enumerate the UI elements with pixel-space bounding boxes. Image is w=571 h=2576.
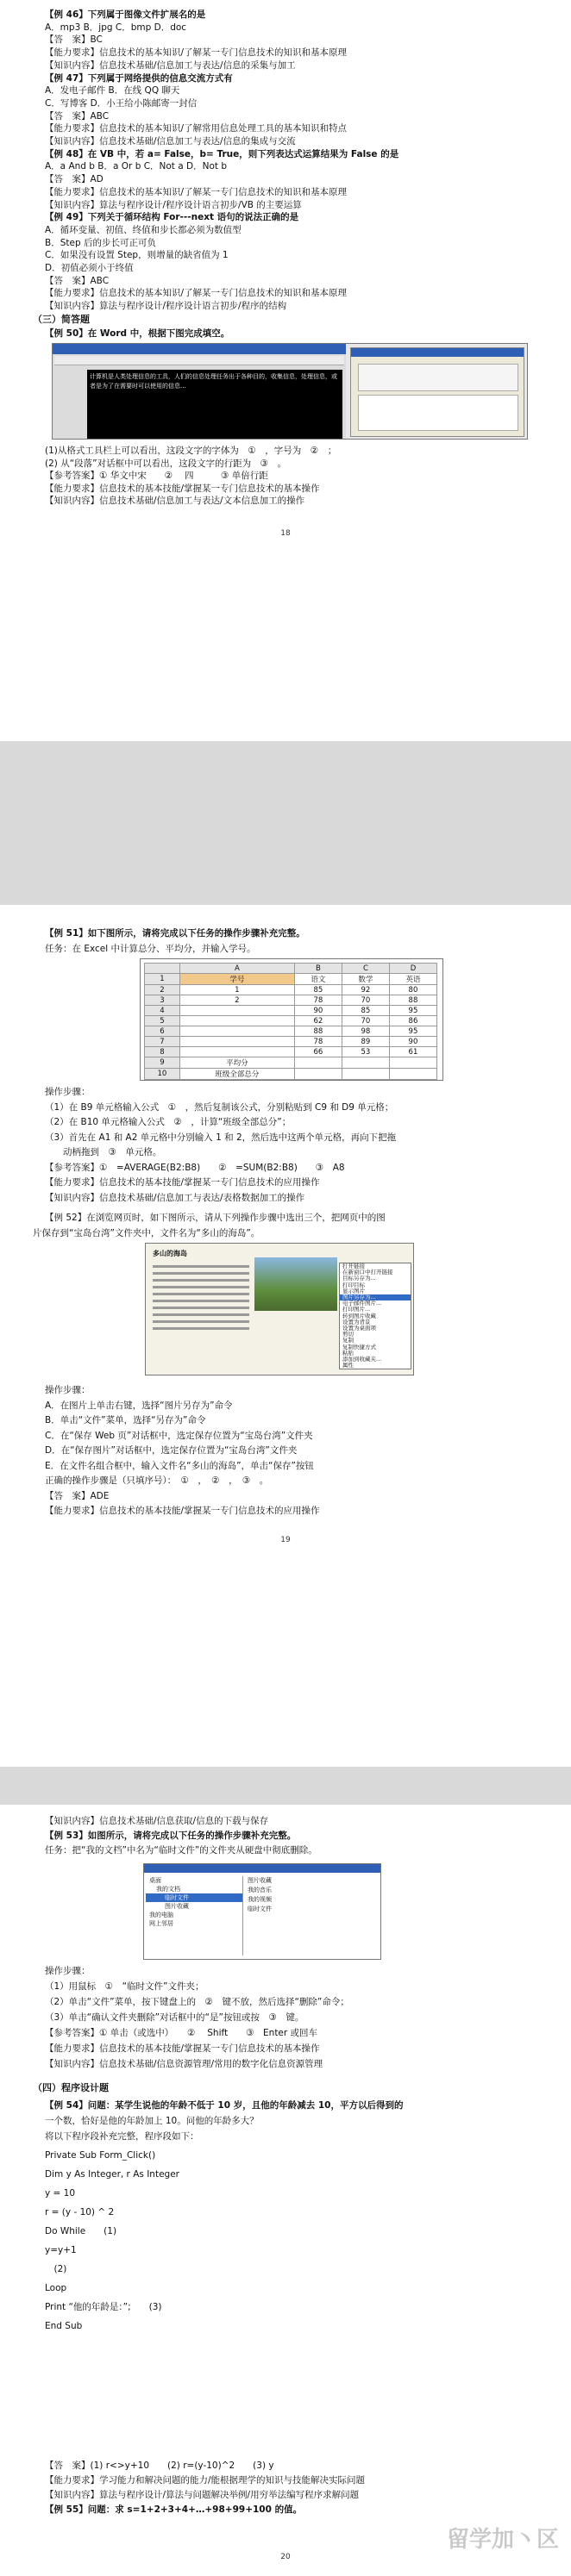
table-row xyxy=(145,1057,437,1069)
code-line: Print “他的年龄是：”; (3) xyxy=(45,2302,180,2312)
row-header: 7 xyxy=(145,1037,180,1047)
menu-item[interactable]: 打印图片... xyxy=(342,1306,371,1313)
text-line: 【例 47】下列属于网络提供的信息交流方式有 xyxy=(45,72,233,84)
text-line: A．a And b B．a Or b C．Not a D．Not b xyxy=(45,161,228,172)
table-row xyxy=(145,1069,437,1080)
text-line: 正确的操作步骤是（只填序号）： ① ， ② ， ③ 。 xyxy=(45,1475,269,1486)
text-line: 【知识内容】信息技术基础/信息资源管理/常用的数字化信息资源管理 xyxy=(45,2059,323,2069)
table-cell[interactable]: 1 xyxy=(179,985,294,995)
table-cell[interactable]: 2 xyxy=(179,995,294,1006)
web-text xyxy=(153,1261,249,1364)
page-18 xyxy=(0,0,571,741)
table-cell[interactable]: 61 xyxy=(389,1047,436,1057)
table-cell[interactable]: 70 xyxy=(342,1016,389,1026)
page-20 xyxy=(0,1805,571,2576)
code-line: End Sub xyxy=(45,2321,83,2331)
page-number: 20 xyxy=(280,2553,291,2561)
table-cell[interactable]: 92 xyxy=(342,985,389,995)
tree-item[interactable]: 网上邻居 xyxy=(149,1920,173,1927)
text-line: C．写博客 D．小王给小陈邮寄一封信 xyxy=(45,97,198,109)
paragraph-dialog xyxy=(350,347,524,437)
text-line: A．发电子邮件 B．在线 QQ 聊天 xyxy=(45,85,180,97)
text-line: 【参考答案】① 华文中宋 ② 四 ③ 单倍行距 xyxy=(45,471,268,481)
browser-screenshot xyxy=(145,1243,414,1375)
row-header: 2 xyxy=(145,985,180,995)
menu-item[interactable]: 剪切 xyxy=(342,1331,354,1338)
text-line: 【例 53】如图所示，请将完成以下任务的操作步骤补充完整。 xyxy=(45,1831,297,1841)
text-line: D．在“保存图片”对话框中，选定保存位置为“宝岛台湾”文件夹 xyxy=(45,1445,298,1456)
page-gap xyxy=(0,1767,571,1805)
menu-item[interactable]: 粘贴 xyxy=(342,1349,354,1357)
table-cell[interactable]: 80 xyxy=(389,985,436,995)
menu-item[interactable]: 复制快捷方式 xyxy=(342,1343,376,1350)
menu-item[interactable]: 图片另存为... xyxy=(340,1294,411,1300)
menu-item[interactable]: 在新窗口中打开链接 xyxy=(342,1269,393,1276)
page-number: 19 xyxy=(280,1536,291,1544)
table-cell[interactable]: 62 xyxy=(294,1016,342,1026)
word-window xyxy=(53,344,346,439)
text-line: 【答 案】ADE xyxy=(45,1490,110,1501)
text-line: C．如果没有设置 Step，则增量的缺省值为 1 xyxy=(45,250,229,261)
text-line: 【知识内容】信息技术基础/信息加工与表达/表格数据加工的操作 xyxy=(45,1192,305,1203)
table-cell[interactable] xyxy=(179,1006,294,1016)
row-header: 8 xyxy=(145,1047,180,1057)
file-item[interactable]: 临时文件 xyxy=(248,1905,272,1912)
text-line: 【例 55】问题：求 s=1+2+3+4+…+98+99+100 的值。 xyxy=(45,2504,303,2515)
example-52a: 【例 52】在浏览网页时，如下图所示，请从下列操作步骤中选出三个，把网页中的图 xyxy=(45,1213,386,1223)
table-cell[interactable]: 78 xyxy=(294,1037,342,1047)
code-line: Do While (1) xyxy=(45,2226,135,2236)
text-line: 【能力要求】信息技术的基本技能/掌握某一专门信息技术的基本操作 xyxy=(45,2043,320,2054)
table-cell[interactable] xyxy=(179,1037,294,1047)
menu-item[interactable]: 属性 xyxy=(342,1362,354,1369)
task-51: 任务：在 Excel 中计算总分、平均分，并输入学号。 xyxy=(45,944,256,954)
table-cell[interactable]: 85 xyxy=(342,1006,389,1016)
text-line: D．初值必须小于终值 xyxy=(45,263,134,273)
menu-item[interactable]: 电子邮件图片... xyxy=(342,1300,382,1307)
text-line: （2）在 B10 单元格输入公式 ② ，计算“班级全部总分”； xyxy=(45,1117,292,1127)
text-line: 【能力要求】学习能力和解决问题的能力/能根据理学的知识与技能解决实际问题 xyxy=(45,2475,366,2486)
tree-item[interactable]: 桌面 xyxy=(149,1877,161,1884)
text-line: 【知识内容】信息技术基础/信息加工与表达/文本信息加工的操作 xyxy=(45,496,305,506)
text-line: 一个数，恰好是他的年龄加上 10。问他的年龄多大？ xyxy=(45,2116,259,2126)
menu-item[interactable]: 添加到收藏夹... xyxy=(342,1356,382,1363)
text-line: 【知识内容】算法与程序设计/算法与问题解决举例/用穷举法编写程序求解问题 xyxy=(45,2490,360,2500)
text-line: （3）首先在 A1 和 A2 单元格中分别输入 1 和 2，然后选中这两个单元格，再向下把拖 xyxy=(45,1132,397,1143)
text-line: 【答 案】(1) r<>y+10 (2) r=(y-10)^2 (3) y xyxy=(45,2461,274,2471)
text-line: 【能力要求】信息技术的基本技能/掌握某一专门信息技术的应用操作 xyxy=(45,1506,320,1516)
table-cell[interactable] xyxy=(389,1069,436,1080)
text-line: (1)从格式工具栏上可以看出，这段文字的字体为 ① ，字号为 ② ； xyxy=(45,446,337,456)
menu-item[interactable]: 显示图片 xyxy=(342,1287,365,1294)
table-row xyxy=(145,1047,437,1057)
text-line: 【能力要求】信息技术的基本知识/了解某一专门信息技术的知识和基本原理 xyxy=(45,186,348,197)
text-line: A．在图片上单击右键，选择“图片另存为”命令 xyxy=(45,1400,233,1411)
table-row xyxy=(145,985,437,995)
excel-screenshot xyxy=(140,958,443,1081)
text-line: 【例 46】下列属于图像文件扩展名的是 xyxy=(45,9,206,20)
table-cell[interactable]: 86 xyxy=(389,1016,436,1026)
table-row xyxy=(145,1016,437,1026)
table-cell[interactable]: 98 xyxy=(342,1026,389,1037)
example-50: 【例 50】在 Word 中，根据下图完成填空。 xyxy=(45,328,230,339)
text-line: 将以下程序段补充完整，程序段如下： xyxy=(45,2131,199,2142)
text-line: 【例 54】问题：某学生说他的年龄不低于 10 岁，且他的年龄减去 10，平方以后得到的 xyxy=(45,2100,404,2111)
text-line: E．在文件名组合框中，输入文件名“多山的海岛”，单击“保存”按钮 xyxy=(45,1460,314,1471)
explorer-screenshot xyxy=(143,1863,381,1960)
table-cell[interactable] xyxy=(294,1057,342,1069)
text-line: （1）用鼠标 ① “临时文件”文件夹； xyxy=(45,1981,204,1992)
menu-item[interactable]: 复制 xyxy=(342,1337,354,1344)
text-line: (2) 从“段落”对话框中可以看出，这段文字的行距为 ③ 。 xyxy=(45,458,287,469)
text-line: 【答 案】BC xyxy=(45,34,103,46)
file-list xyxy=(248,1876,377,1914)
column-header: B xyxy=(294,964,342,974)
text-line: 【知识内容】信息技术基础/信息获取/信息的下载与保存 xyxy=(45,1816,269,1826)
table-row xyxy=(145,974,437,985)
table-cell[interactable]: 班级全部总分 xyxy=(179,1069,294,1080)
text-line: 【能力要求】信息技术的基本技能/掌握某一专门信息技术的应用操作 xyxy=(45,1177,320,1188)
text-line: 【答 案】ABC xyxy=(45,275,110,286)
row-header: 10 xyxy=(145,1069,180,1080)
tree-item[interactable]: 我的电脑 xyxy=(149,1912,173,1918)
table-cell[interactable]: 88 xyxy=(294,1026,342,1037)
text-line: （3）单击“确认文件夹删除”对话框中的“是”按钮或按 ③ 键。 xyxy=(45,2012,304,2023)
text-line: 动柄拖到 ③ 单元格。 xyxy=(45,1147,162,1157)
row-header: 6 xyxy=(145,1026,180,1037)
table-cell[interactable]: 88 xyxy=(389,995,436,1006)
table-cell[interactable]: 95 xyxy=(389,1026,436,1037)
table-cell[interactable]: 78 xyxy=(294,995,342,1006)
text-line: 【能力要求】信息技术的基本知识/了解常用信息处理工具的基本知识和特点 xyxy=(45,123,348,134)
text-line: 【能力要求】信息技术的基本知识/了解某一专门信息技术的知识和基本原理 xyxy=(45,47,348,59)
code-line: Dim y As Integer, r As Integer xyxy=(45,2169,179,2180)
code-line: y = 10 xyxy=(45,2188,76,2199)
table-cell[interactable] xyxy=(294,1069,342,1080)
text-line: 操作步骤： xyxy=(45,1966,91,1976)
tree-item[interactable]: 我的文档 xyxy=(156,1886,180,1893)
table-cell[interactable]: 语文 xyxy=(294,974,342,985)
menu-item[interactable]: 设置为背景 xyxy=(342,1318,371,1325)
text-line: A．循环变量、初值、终值和步长都必须为数值型 xyxy=(45,224,242,235)
format-toolbar xyxy=(54,356,344,365)
text-line: 【知识内容】信息技术基础/信息加工与表达/信息的集成与交流 xyxy=(45,136,296,147)
table-cell[interactable]: 数学 xyxy=(342,974,389,985)
menu-item[interactable]: 设置为桌面项 xyxy=(342,1325,376,1332)
tree-item[interactable]: 图片收藏 xyxy=(165,1903,189,1910)
text-line: 【知识内容】信息技术基础/信息加工与表达/信息的采集与加工 xyxy=(45,59,296,71)
table-cell[interactable]: 90 xyxy=(389,1037,436,1047)
row-header: 4 xyxy=(145,1006,180,1016)
text-line: 操作步骤： xyxy=(45,1385,91,1395)
code-line: r = (y - 10) ^ 2 xyxy=(45,2207,115,2217)
table-cell[interactable]: 53 xyxy=(342,1047,389,1057)
tree-item[interactable]: 临时文件 xyxy=(146,1893,242,1902)
table-row xyxy=(145,1006,437,1016)
island-photo[interactable] xyxy=(254,1257,337,1311)
row-header: 5 xyxy=(145,1016,180,1026)
menu-item[interactable]: 目标另存为... xyxy=(342,1275,376,1282)
table-cell[interactable]: 90 xyxy=(294,1006,342,1016)
code-line: Loop xyxy=(45,2283,67,2293)
table-cell[interactable]: 95 xyxy=(389,1006,436,1016)
table-row xyxy=(145,995,437,1006)
table-cell[interactable]: 70 xyxy=(342,995,389,1006)
row-header: 3 xyxy=(145,995,180,1006)
code-line: (2) xyxy=(45,2264,85,2274)
folder-tree xyxy=(146,1876,243,1955)
row-header: 9 xyxy=(145,1057,180,1069)
table-cell[interactable] xyxy=(342,1057,389,1069)
table-cell[interactable]: 平均分 xyxy=(179,1057,294,1069)
file-item[interactable]: 我的视频 xyxy=(248,1896,272,1903)
table-row xyxy=(145,1037,437,1047)
text-line: 【参考答案】① =AVERAGE(B2:B8) ② =SUM(B2:B8) ③ A8 xyxy=(45,1162,345,1173)
column-header: A xyxy=(179,964,294,974)
text-line: 【参考答案】① 单击（或选中） ② Shift ③ Enter 或回车 xyxy=(45,2028,318,2038)
text-line: A．mp3 B．jpg C．bmp D．doc xyxy=(45,22,187,33)
table-cell[interactable]: 89 xyxy=(342,1037,389,1047)
page-19 xyxy=(0,905,571,1767)
row-header: 1 xyxy=(145,974,180,985)
text-line: （2）单击“文件”菜单，按下键盘上的 ② 键不放，然后选择“删除”命令； xyxy=(45,1997,349,2007)
table-cell[interactable] xyxy=(389,1057,436,1069)
menu-item[interactable]: 打开链接 xyxy=(342,1263,365,1269)
web-title: 多山的海岛 xyxy=(153,1250,187,1257)
table-cell[interactable] xyxy=(179,1026,294,1037)
section4-heading: （四）程序设计题 xyxy=(33,2082,109,2093)
table-cell[interactable] xyxy=(342,1069,389,1080)
table-row xyxy=(145,1026,437,1037)
table-cell[interactable]: 85 xyxy=(294,985,342,995)
text-line: 【答 案】ABC xyxy=(45,110,110,122)
table-cell[interactable] xyxy=(179,1016,294,1026)
text-line: 操作步骤： xyxy=(45,1087,91,1097)
text-line: 【知识内容】算法与程序设计/程序设计语言初步/VB 的主要运算 xyxy=(45,199,302,210)
text-line: 【例 49】下列关于循环结构 For---next 语句的说法正确的是 xyxy=(45,212,299,223)
text-line: 【例 48】在 VB 中，若 a= False，b= True，则下列表达式运算结果为 False 的是 xyxy=(45,148,399,159)
watermark-logo: 留学加丶区 xyxy=(446,2527,559,2553)
section-heading: （三）简答题 xyxy=(33,314,90,325)
table-cell[interactable]: 66 xyxy=(294,1047,342,1057)
text-line: 【知识内容】算法与程序设计/程序设计语言初步/程序的结构 xyxy=(45,301,287,312)
column-header: D xyxy=(389,964,436,974)
column-header xyxy=(145,964,180,974)
text-line: 【答 案】AD xyxy=(45,174,104,185)
table-cell[interactable] xyxy=(179,1047,294,1057)
table-cell[interactable]: 英语 xyxy=(389,974,436,985)
title-bar xyxy=(53,344,346,354)
example-52b: 片保存到“宝岛台湾”文件夹中，文件名为“多山的海岛”。 xyxy=(33,1228,260,1238)
page-gap xyxy=(0,741,571,905)
code-line: Private Sub Form_Click() xyxy=(45,2150,156,2161)
menu-item[interactable]: 转到图片收藏 xyxy=(342,1312,376,1319)
code-line: y=y+1 xyxy=(45,2245,77,2255)
word-screenshot xyxy=(52,343,528,440)
example-51: 【例 51】如下图所示，请将完成以下任务的操作步骤补充完整。 xyxy=(45,928,305,939)
text-line: （1）在 B9 单元格输入公式 ① ，然后复制该公式，分别粘贴到 C9 和 D9 单元格； xyxy=(45,1101,394,1113)
table-cell[interactable]: 学号 xyxy=(179,974,294,985)
file-item[interactable]: 我的音乐 xyxy=(248,1887,272,1893)
text-line: B．单击“文件”菜单，选择“另存为”命令 xyxy=(45,1415,206,1425)
file-item[interactable]: 图片收藏 xyxy=(248,1877,272,1884)
selected-paragraph: 计算机是人类处理信息的工具，人们的信息处理任务出于各种目的，收集信息，处理信息，或者是为了在需要时可以使用的信息... xyxy=(87,370,342,440)
page-number: 18 xyxy=(280,529,291,538)
text-line: 【能力要求】信息技术的基本技能/掌握某一专门信息技术的基本操作 xyxy=(45,483,320,494)
column-header: C xyxy=(342,964,389,974)
excel-table xyxy=(144,963,437,1080)
context-menu xyxy=(339,1263,411,1369)
menu-item[interactable]: 打印目标 xyxy=(342,1281,365,1288)
text-line: 任务：把“我的文档”中名为“临时文件”的文件夹从硬盘中彻底删除。 xyxy=(45,1845,317,1856)
text-line: C．在“保存 Web 页”对话框中，选定保存位置为“宝岛台湾”文件夹 xyxy=(45,1430,313,1441)
text-line: 【能力要求】信息技术的基本知识/了解某一专门信息技术的知识和基本原理 xyxy=(45,288,348,299)
text-line: B．Step 后的步长可正可负 xyxy=(45,237,156,248)
